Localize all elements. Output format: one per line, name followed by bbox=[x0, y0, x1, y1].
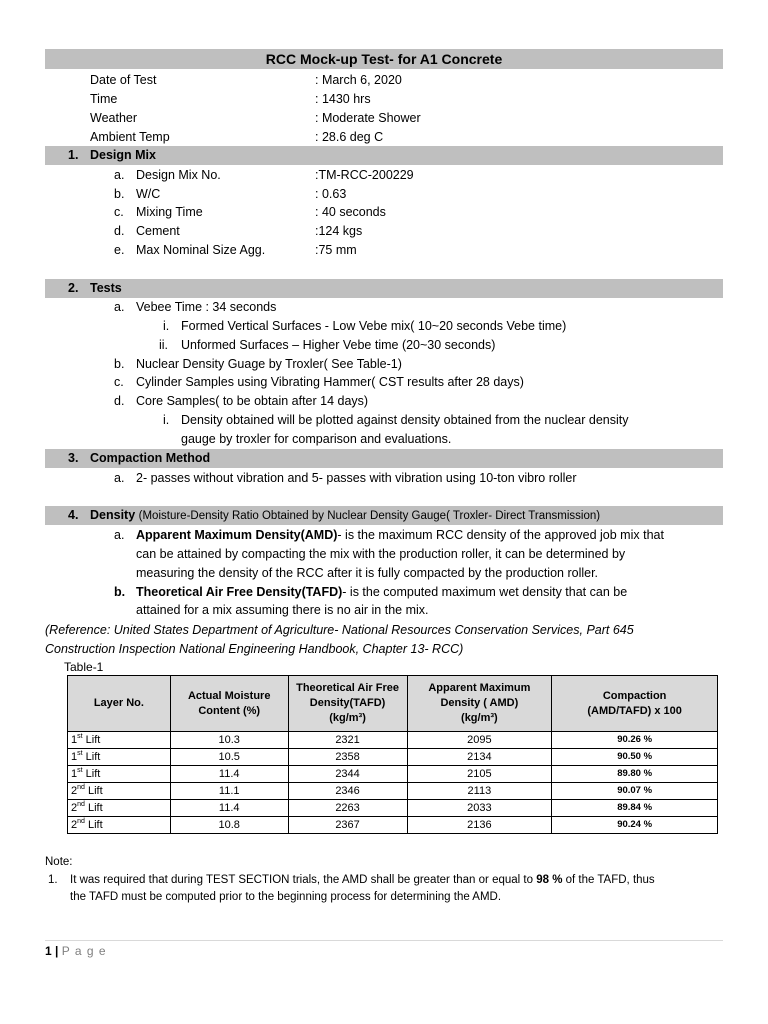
footer-divider bbox=[45, 940, 723, 941]
design-mix-no-label: Design Mix No. bbox=[136, 168, 221, 182]
cell-amd: 2105 bbox=[407, 766, 552, 783]
cell-amd: 2136 bbox=[407, 817, 552, 834]
tafd-def: - is the computed maximum wet density that can be bbox=[342, 585, 628, 599]
list-letter: d. bbox=[114, 394, 125, 408]
info-date-label: Date of Test bbox=[90, 73, 157, 87]
section-title: Design Mix bbox=[90, 148, 156, 162]
density-title: Density bbox=[90, 508, 136, 522]
info-temp-label: Ambient Temp bbox=[90, 130, 170, 144]
cement-label: Cement bbox=[136, 224, 180, 238]
mixing-time-value: : 40 seconds bbox=[315, 205, 386, 219]
cell-moisture: 10.3 bbox=[170, 732, 288, 749]
table-row bbox=[68, 766, 718, 783]
list-letter: b. bbox=[114, 357, 125, 371]
list-letter: a. bbox=[114, 528, 125, 542]
section-density-heading bbox=[45, 506, 723, 525]
info-weather-value: : Moderate Shower bbox=[315, 111, 421, 125]
section-design-mix-heading bbox=[45, 146, 723, 165]
cell-tafd: 2344 bbox=[288, 766, 407, 783]
section-compaction-heading bbox=[45, 449, 723, 468]
header-compaction: Compaction (AMD/TAFD) x 100 bbox=[552, 676, 718, 732]
density-table bbox=[67, 675, 718, 834]
table-header-row bbox=[68, 676, 718, 732]
cell-layer: 2nd Lift bbox=[68, 783, 171, 800]
note-line1: It was required that during TEST SECTION trials, the AMD shall be greater than or equal to 98 % of the TAFD, thus bbox=[70, 874, 655, 886]
density-subtitle: (Moisture-Density Ratio Obtained by Nuclear Density Gauge( Troxler- Direct Transmission) bbox=[138, 510, 601, 522]
info-weather-label: Weather bbox=[90, 111, 138, 125]
table-row bbox=[68, 800, 718, 817]
cell-layer: 2nd Lift bbox=[68, 817, 171, 834]
cell-layer: 1st Lift bbox=[68, 749, 171, 766]
cell-amd: 2095 bbox=[407, 732, 552, 749]
cell-amd: 2033 bbox=[407, 800, 552, 817]
list-letter: b. bbox=[114, 585, 126, 599]
tafd-definition-line1 bbox=[136, 583, 627, 601]
section-number: 4. bbox=[68, 508, 79, 522]
reference-line1: (Reference: United States Department of Agriculture- National Resources Conservation Services, Part 645 bbox=[45, 623, 634, 637]
header-moisture: Actual Moisture Content (%) bbox=[170, 676, 288, 732]
header-amd: Apparent Maximum Density ( AMD) (kg/m³) bbox=[407, 676, 552, 732]
section-number: 2. bbox=[68, 281, 79, 295]
list-roman: i. bbox=[163, 319, 170, 333]
document-title: RCC Mock-up Test- for A1 Concrete bbox=[45, 49, 723, 69]
formed-surfaces: Formed Vertical Surfaces - Low Vebe mix( 10~20 seconds Vebe time) bbox=[181, 319, 567, 333]
core-samples: Core Samples( to be obtain after 14 days) bbox=[136, 394, 369, 408]
cell-tafd: 2358 bbox=[288, 749, 407, 766]
list-letter: b. bbox=[114, 187, 125, 201]
table-row bbox=[68, 732, 718, 749]
info-time-value: : 1430 hrs bbox=[315, 92, 371, 106]
list-roman: i. bbox=[163, 413, 170, 427]
page-label: P a g e bbox=[61, 944, 107, 958]
table-row bbox=[68, 749, 718, 766]
amd-definition-line2: can be attained by compacting the mix with the production roller, it can be determined by bbox=[136, 547, 626, 561]
cell-layer: 2nd Lift bbox=[68, 800, 171, 817]
list-letter: e. bbox=[114, 243, 125, 257]
cell-amd: 2134 bbox=[407, 749, 552, 766]
amd-definition-line3: measuring the density of the RCC after it is fully compacted by the production roller. bbox=[136, 566, 599, 580]
page-number: 1 bbox=[45, 944, 52, 958]
info-temp-value: : 28.6 deg C bbox=[315, 130, 384, 144]
cell-layer: 1st Lift bbox=[68, 732, 171, 749]
header-tafd: Theoretical Air Free Density(TAFD) (kg/m³) bbox=[288, 676, 407, 732]
wc-value: : 0.63 bbox=[315, 187, 347, 201]
density-comparison-line2: gauge by troxler for comparison and evaluations. bbox=[181, 432, 452, 446]
cell-layer: 1st Lift bbox=[68, 766, 171, 783]
list-letter: a. bbox=[114, 471, 125, 485]
cell-moisture: 11.1 bbox=[170, 783, 288, 800]
amd-def: - is the maximum RCC density of the approved job mix that bbox=[337, 528, 664, 542]
wc-label: W/C bbox=[136, 187, 161, 201]
cell-tafd: 2321 bbox=[288, 732, 407, 749]
amd-term: Apparent Maximum Density(AMD) bbox=[136, 528, 338, 542]
unformed-surfaces: Unformed Surfaces – Higher Vebe time (20~30 seconds) bbox=[181, 338, 496, 352]
cell-moisture: 10.5 bbox=[170, 749, 288, 766]
note-heading: Note: bbox=[45, 856, 73, 868]
mixing-time-label: Mixing Time bbox=[136, 205, 203, 219]
cell-moisture: 11.4 bbox=[170, 800, 288, 817]
section-title: Tests bbox=[90, 281, 122, 295]
note-number: 1. bbox=[48, 874, 58, 886]
cell-compaction: 90.07 % bbox=[552, 783, 718, 800]
cell-moisture: 10.8 bbox=[170, 817, 288, 834]
compaction-method-text: 2- passes without vibration and 5- passes with vibration using 10-ton vibro roller bbox=[136, 471, 577, 485]
tafd-term: Theoretical Air Free Density(TAFD) bbox=[136, 585, 343, 599]
section-number: 1. bbox=[68, 148, 79, 162]
amd-definition-line1 bbox=[136, 526, 664, 544]
section-title: Compaction Method bbox=[90, 451, 211, 465]
cell-compaction: 90.26 % bbox=[552, 732, 718, 749]
cell-tafd: 2367 bbox=[288, 817, 407, 834]
cell-amd: 2113 bbox=[407, 783, 552, 800]
info-date-value: : March 6, 2020 bbox=[315, 73, 402, 87]
vebee-time: Vebee Time : 34 seconds bbox=[136, 300, 277, 314]
section-title bbox=[90, 506, 600, 526]
cell-tafd: 2263 bbox=[288, 800, 407, 817]
table-row bbox=[68, 817, 718, 834]
section-number: 3. bbox=[68, 451, 79, 465]
list-letter: c. bbox=[114, 205, 124, 219]
design-mix-no-value: :TM-RCC-200229 bbox=[315, 168, 414, 182]
header-layer-no: Layer No. bbox=[68, 676, 171, 732]
info-time-label: Time bbox=[90, 92, 118, 106]
max-agg-label: Max Nominal Size Agg. bbox=[136, 243, 266, 257]
tafd-definition-line2: attained for a mix assuming there is no air in the mix. bbox=[136, 603, 429, 617]
cell-compaction: 90.24 % bbox=[552, 817, 718, 834]
list-letter: a. bbox=[114, 300, 125, 314]
cell-tafd: 2346 bbox=[288, 783, 407, 800]
page-separator: | bbox=[55, 944, 59, 958]
cell-moisture: 11.4 bbox=[170, 766, 288, 783]
list-letter: d. bbox=[114, 224, 125, 238]
cell-compaction: 90.50 % bbox=[552, 749, 718, 766]
table-caption: Table-1 bbox=[64, 660, 104, 674]
cell-compaction: 89.80 % bbox=[552, 766, 718, 783]
density-comparison-line1: Density obtained will be plotted against density obtained from the nuclear density bbox=[181, 413, 629, 427]
reference-line2: Construction Inspection National Engineering Handbook, Chapter 13- RCC) bbox=[45, 642, 464, 656]
nuclear-density: Nuclear Density Guage by Troxler( See Table-1) bbox=[136, 357, 402, 371]
table-row bbox=[68, 783, 718, 800]
list-roman: ii. bbox=[159, 338, 169, 352]
list-letter: a. bbox=[114, 168, 125, 182]
cement-value: :124 kgs bbox=[315, 224, 363, 238]
note-line2: the TAFD must be computed prior to the beginning process for determining the AMD. bbox=[70, 891, 502, 903]
page-footer bbox=[45, 942, 107, 960]
list-letter: c. bbox=[114, 375, 124, 389]
cylinder-samples: Cylinder Samples using Vibrating Hammer( CST results after 28 days) bbox=[136, 375, 524, 389]
section-tests-heading bbox=[45, 279, 723, 298]
max-agg-value: :75 mm bbox=[315, 243, 357, 257]
cell-compaction: 89.84 % bbox=[552, 800, 718, 817]
